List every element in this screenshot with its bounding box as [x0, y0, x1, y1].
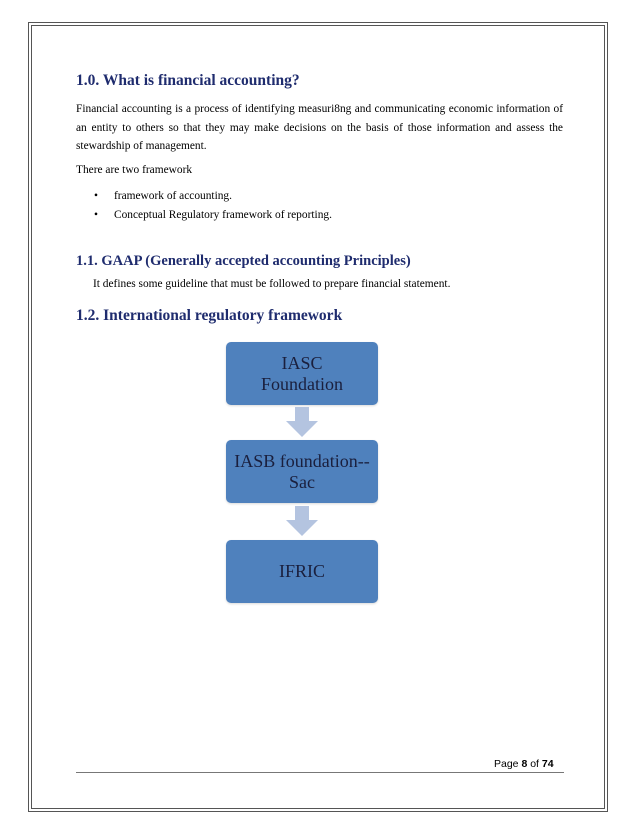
bullet-icon: • [94, 208, 98, 221]
page-label: Page [494, 758, 519, 770]
total-pages: 74 [541, 758, 554, 770]
diagram-box-label: IASC Foundation [260, 352, 343, 394]
definition-paragraph: Financial accounting is a process of identifying measuri8ng and communicating economic information of an entity to others so that they may make decisions on the basis of those information and assess the stewardship of management. [76, 103, 563, 152]
list-item-text: Conceptual Regulatory framework of reporting. [114, 208, 332, 221]
down-arrow-icon [286, 506, 318, 536]
diagram-box-ifric [226, 540, 378, 603]
footer-rule [76, 772, 564, 773]
section-heading-1-0: 1.0. What is financial accounting? [76, 72, 300, 89]
section-heading-1-2: 1.2. International regulatory framework [76, 307, 343, 324]
of-label: of [530, 758, 539, 770]
diagram-box-iasb [226, 440, 378, 503]
list-item-text: framework of accounting. [114, 190, 232, 202]
gaap-description: It defines some guideline that must be followed to prepare financial statement. [93, 278, 451, 290]
diagram-box-label: IFRIC [278, 561, 325, 581]
page-footer [494, 758, 554, 770]
bullet-icon: • [94, 190, 98, 202]
diagram-box-iasc [226, 342, 378, 405]
list-item [94, 187, 332, 206]
framework-list [94, 187, 332, 224]
list-item [94, 206, 332, 225]
diagram-box-label: IASB foundation--Sac [234, 450, 370, 492]
page-number: 8 [521, 758, 528, 770]
down-arrow-icon [286, 407, 318, 437]
section-heading-1-1: 1.1. GAAP (Generally accepted accounting Principles) [76, 253, 411, 269]
framework-intro-text: There are two framework [76, 164, 193, 176]
